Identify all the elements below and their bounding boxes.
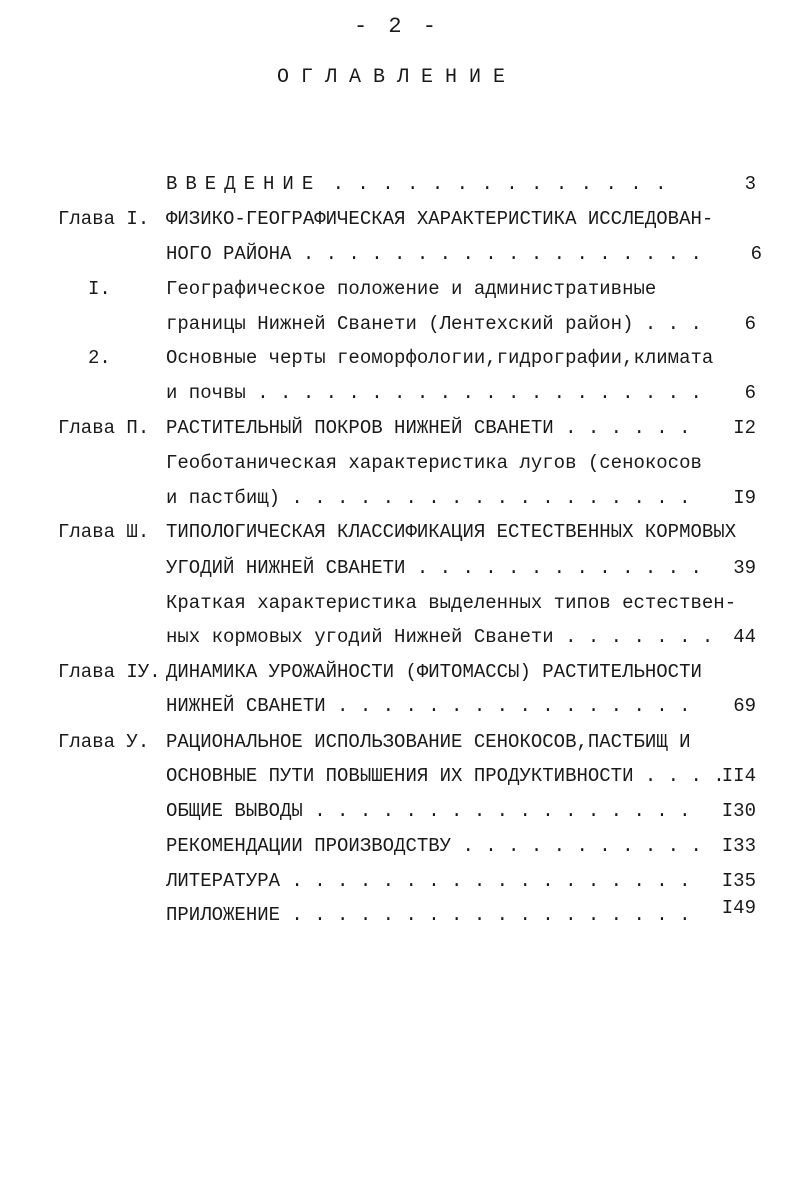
conclusions-title: ОБЩИЕ ВЫВОДЫ . . . . . . . . . . . . . . . . . [166,800,691,822]
literature-title: ЛИТЕРАТУРА . . . . . . . . . . . . . . . . . . [166,870,691,892]
toc-intro-text: ВВЕДЕНИЕ [166,173,322,195]
chapter3-title-line2: УГОДИЙ НИЖНЕЙ СВАНЕТИ . . . . . . . . . . . . . [166,557,702,579]
chapter2-sub-line2: и пастбищ) . . . . . . . . . . . . . . . . . . [166,487,691,509]
section2-page: 6 [744,382,756,404]
chapter4-title-line2: НИЖНЕЙ СВАНЕТИ . . . . . . . . . . . . . . . . [166,695,691,717]
chapter3-sub-page: 44 [733,626,756,648]
chapter1-label: Глава I. [58,208,150,230]
section2-number: 2. [88,347,111,369]
appendix-title: ПРИЛОЖЕНИЕ . . . . . . . . . . . . . . . . . . [166,904,691,926]
chapter3-sub-line2: ных кормовых угодий Нижней Сванети . . . . . . . [166,626,714,648]
chapter2-page: I2 [733,417,756,439]
chapter1-title-line1: ФИЗИКО-ГЕОГРАФИЧЕСКАЯ ХАРАКТЕРИСТИКА ИССЛЕДОВАН- [166,208,714,230]
section2-title-line2: и почвы . . . . . . . . . . . . . . . . . . . . [166,382,702,404]
recommendations-title: РЕКОМЕНДАЦИИ ПРОИЗВОДСТВУ . . . . . . . . . . . [166,835,702,857]
toc-intro-page: 3 [744,173,756,195]
chapter2-sub-page: I9 [733,487,756,509]
chapter3-title-line1: ТИПОЛОГИЧЕСКАЯ КЛАССИФИКАЦИЯ ЕСТЕСТВЕННЫХ КОРМОВЫХ [166,521,737,543]
section1-number: I. [88,278,111,300]
chapter5-page: II4 [721,765,756,787]
page-number: - 2 - [353,14,440,39]
chapter2-sub-line1: Геоботаническая характеристика лугов (сенокосов [166,452,702,474]
chapter1-title-line2: НОГО РАЙОНА . . . . . . . . . . . . . . . . . . [166,243,702,265]
literature-page: I35 [721,870,756,892]
section1-title-line1: Географическое положение и административные [166,278,657,300]
chapter2-label: Глава П. [58,417,150,439]
recommendations-page: I33 [721,835,756,857]
conclusions-page: I30 [721,800,756,822]
chapter5-title-line2: ОСНОВНЫЕ ПУТИ ПОВЫШЕНИЯ ИХ ПРОДУКТИВНОСТИ . . . . [166,765,725,787]
chapter5-label: Глава У. [58,731,150,753]
section1-page: 6 [744,313,756,335]
page-title: ОГЛАВЛЕНИЕ [276,66,518,89]
appendix-page: I49 [721,897,756,919]
chapter3-label: Глава Ш. [58,521,150,543]
chapter4-title-line1: ДИНАМИКА УРОЖАЙНОСТИ (ФИТОМАССЫ) РАСТИТЕЛЬНОСТИ [166,661,702,683]
chapter3-sub-line1: Краткая характеристика выделенных типов естествен- [166,592,737,614]
section1-title-line2: границы Нижней Сванети (Лентехский район) . . . [166,313,702,335]
section2-title-line1: Основные черты геоморфологии,гидрографии,климата [166,347,714,369]
chapter5-title-line1: РАЦИОНАЛЬНОЕ ИСПОЛЬЗОВАНИЕ СЕНОКОСОВ,ПАСТБИЩ И [166,731,691,753]
chapter3-page: 39 [733,557,756,579]
chapter1-page: 6 [750,243,762,265]
toc-intro-dots: . . . . . . . . . . . . . . [332,173,668,195]
chapter4-label: Глава IУ. [58,661,161,683]
toc-intro [166,172,667,196]
chapter4-page: 69 [733,695,756,717]
chapter2-title-line1: РАСТИТЕЛЬНЫЙ ПОКРОВ НИЖНЕЙ СВАНЕТИ . . . . . . [166,417,691,439]
